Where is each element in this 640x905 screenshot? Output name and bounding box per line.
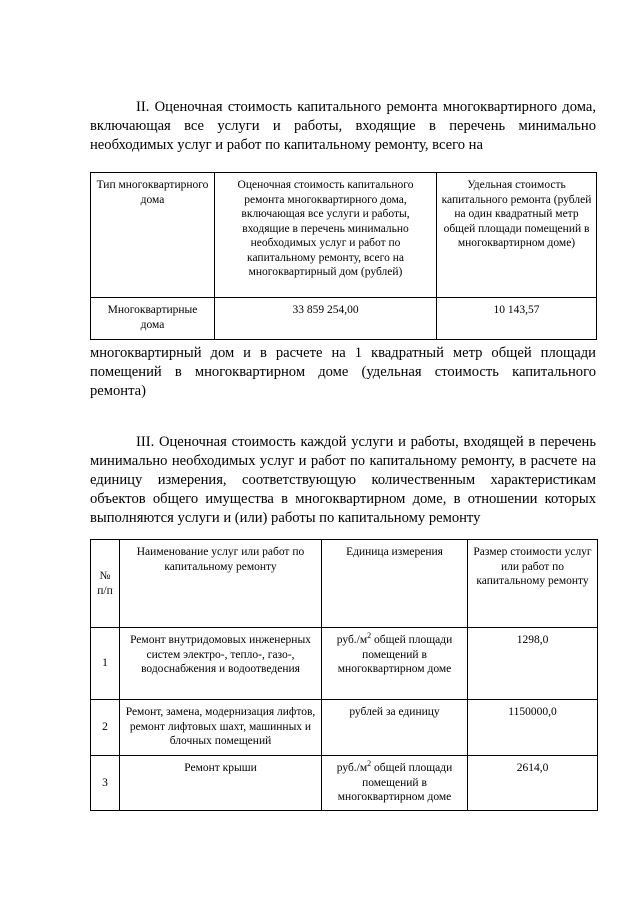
header-house-type: Тип многоквартирного дома	[91, 173, 215, 298]
table-row	[91, 756, 598, 811]
unit-cost-cell: 10 143,57	[437, 298, 597, 340]
service-cost: 1150000,0	[468, 700, 598, 756]
house-type-cell: Многоквартирные дома	[91, 298, 215, 340]
service-name: Ремонт внутридомовых инженерных систем электро-, тепло-, газо-, водоснабжения и водоотведения	[120, 628, 322, 700]
row-number: 2	[91, 700, 120, 756]
total-cost-cell: 33 859 254,00	[215, 298, 437, 340]
header-cost: Размер стоимости услуг или работ по капитальному ремонту	[468, 540, 598, 628]
header-number: № п/п	[91, 540, 120, 628]
service-unit: рублей за единицу	[322, 700, 468, 756]
table-row	[91, 628, 598, 700]
section-2-heading: II. Оценочная стоимость капитального ремонта многоквартирного дома, включающая все услуги и работы, входящие в перечень минимально необходимых услуг и работ по капитальному ремонту, всего на	[90, 99, 596, 153]
service-unit: $руб./м^2$ общей площади помещений в многоквартирном доме	[322, 756, 468, 811]
service-cost: 1298,0	[468, 628, 598, 700]
header-unit-cost: Удельная стоимость капитального ремонта (рублей на один квадратный метр общей площади помещений в многоквартирном доме)	[437, 173, 597, 298]
header-service-name: Наименование услуг или работ по капитальному ремонту	[120, 540, 322, 628]
table-row	[91, 700, 598, 756]
row-number: 3	[91, 756, 120, 811]
section-3-heading: III. Оценочная стоимость каждой услуги и работы, входящей в перечень минимально необходимых услуг и работ по капитальному ремонту, в расчете на единицу измерения, соответствующую количественным характеристикам объектов общего имущества в многоквартирном доме, в отношении которых выполняются услуги и (или) работы по капитальному ремонту	[90, 434, 596, 526]
cost-summary-table	[90, 172, 597, 340]
section-2-continuation: многоквартирный дом и в расчете на 1 квадратный метр общей площади помещений в многоквартирном доме (удельная стоимость капитального ремонта)	[90, 345, 596, 399]
service-cost: 2614,0	[468, 756, 598, 811]
header-total-cost: Оценочная стоимость капитального ремонта многоквартирного дома, включающая все услуги и работы, входящие в перечень минимально необходимых услуг и работ по капитальному ремонту, всего на многоквартирный дом (рублей)	[215, 173, 437, 298]
row-number: 1	[91, 628, 120, 700]
service-unit: $руб./м^2$ общей площади помещений в многоквартирном доме	[322, 628, 468, 700]
service-name: Ремонт, замена, модернизация лифтов, ремонт лифтовых шахт, машинных и блочных помещений	[120, 700, 322, 756]
header-unit: Единица измерения	[322, 540, 468, 628]
services-cost-table	[90, 539, 598, 811]
service-name: Ремонт крыши	[120, 756, 322, 811]
